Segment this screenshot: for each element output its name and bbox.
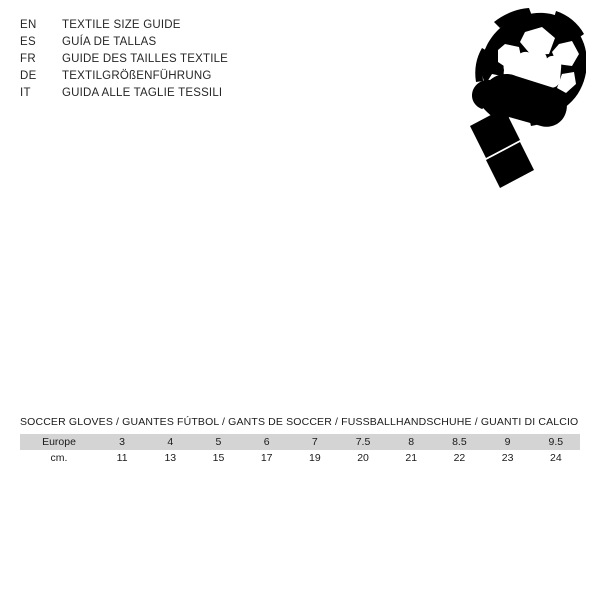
soccer-glove-and-ball-illustration bbox=[386, 8, 586, 198]
language-label: TEXTILE SIZE GUIDE bbox=[62, 19, 181, 31]
size-table-section bbox=[20, 416, 580, 466]
cell-cm-3: 15 bbox=[212, 452, 225, 464]
language-code: EN bbox=[20, 19, 37, 31]
language-row bbox=[20, 85, 228, 102]
language-row bbox=[20, 17, 228, 34]
cell-cm-10: 24 bbox=[550, 452, 562, 464]
language-label: GUÍA DE TALLAS bbox=[62, 36, 157, 48]
cell-europe-9: 9 bbox=[504, 436, 511, 448]
cell-europe-7: 8 bbox=[408, 436, 415, 448]
cell-cm-4: 17 bbox=[260, 452, 273, 464]
cell-europe-3: 5 bbox=[215, 436, 222, 448]
cell-europe-8: 8.5 bbox=[452, 436, 467, 448]
language-list bbox=[20, 17, 228, 102]
cell-cm-9: 23 bbox=[501, 452, 514, 464]
language-row bbox=[20, 51, 228, 68]
language-code: FR bbox=[20, 53, 36, 65]
cell-cm-2: 13 bbox=[164, 452, 177, 464]
cell-europe-10: 9.5 bbox=[548, 436, 564, 448]
cell-europe-4: 6 bbox=[263, 436, 270, 448]
cell-cm-8: 22 bbox=[453, 452, 466, 464]
language-code: ES bbox=[20, 36, 36, 48]
cell-europe-5: 7 bbox=[311, 436, 318, 448]
cell-europe-1: 3 bbox=[119, 436, 126, 448]
table-row bbox=[20, 450, 580, 466]
cell-europe-6: 7.5 bbox=[355, 436, 371, 448]
language-row bbox=[20, 34, 228, 51]
language-row bbox=[20, 68, 228, 85]
cell-cm-1: 11 bbox=[116, 452, 128, 464]
row-label-europe: Europe bbox=[42, 436, 76, 448]
cell-cm-6: 20 bbox=[357, 452, 369, 464]
cell-cm-5: 19 bbox=[309, 452, 321, 464]
table-row bbox=[20, 434, 580, 450]
language-code: IT bbox=[20, 87, 31, 99]
table-title: SOCCER GLOVES / GUANTES FÚTBOL / GANTS DE SOCCER / FUSSBALLHANDSCHUHE / GUANTI DI CALCIO bbox=[20, 416, 579, 428]
cell-europe-2: 4 bbox=[167, 436, 174, 448]
cell-cm-7: 21 bbox=[405, 452, 418, 464]
language-code: DE bbox=[20, 70, 37, 82]
language-label: TEXTILGRÖßENFÜHRUNG bbox=[62, 70, 212, 82]
language-label: GUIDE DES TAILLES TEXTILE bbox=[62, 53, 229, 65]
language-label: GUIDA ALLE TAGLIE TESSILI bbox=[62, 87, 223, 99]
size-table bbox=[20, 434, 580, 466]
row-label-cm: cm. bbox=[50, 452, 68, 464]
